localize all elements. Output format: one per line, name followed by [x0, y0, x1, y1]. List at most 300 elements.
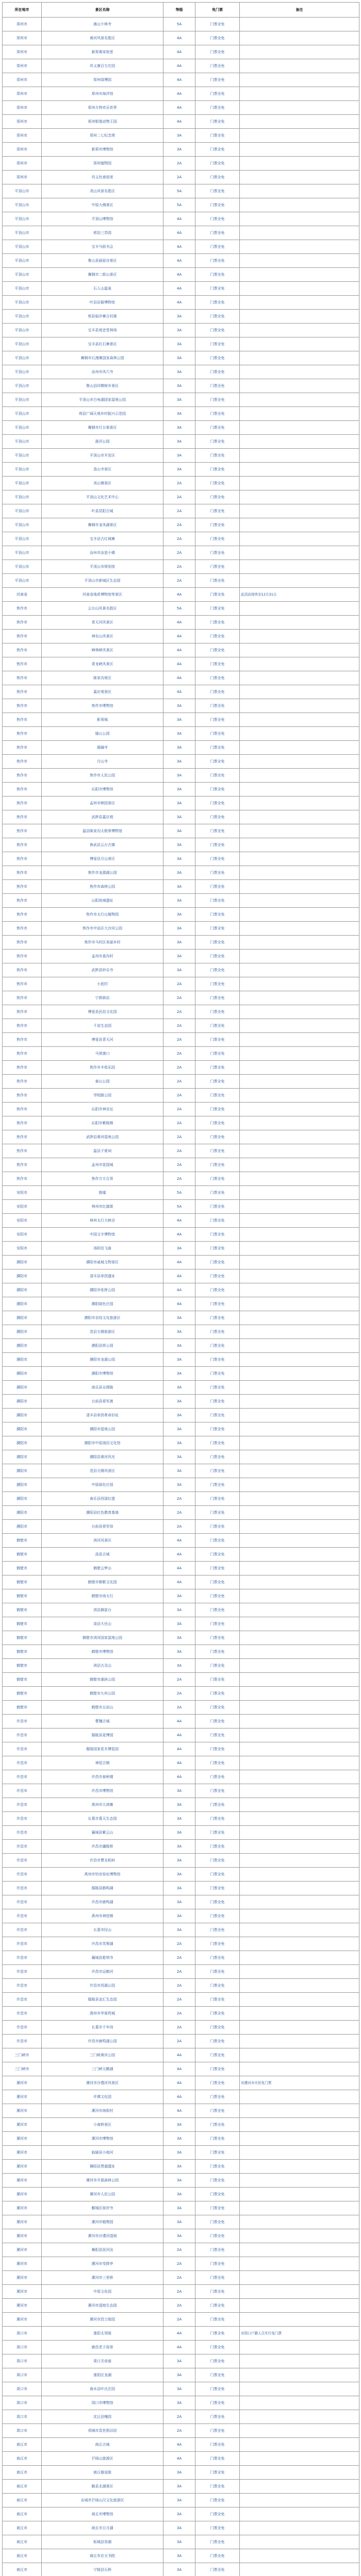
cell-note [240, 435, 359, 449]
cell-name: 焦作市森林公园 [42, 880, 163, 894]
cell-name: 漯河市受降亭 [42, 2257, 163, 2271]
table-row [3, 435, 359, 449]
table-row [3, 1965, 359, 1979]
cell-grade: 3A [163, 824, 195, 838]
cell-grade: 3A [163, 699, 195, 713]
cell-name: 新郑市博物馆 [42, 143, 163, 157]
cell-name: 长葛市千年岗 [42, 2021, 163, 2035]
cell-ticket: 门票全免 [195, 2048, 240, 2062]
cell-grade: 2A [163, 574, 195, 588]
table-row [3, 1436, 359, 1450]
cell-grade: 4A [163, 254, 195, 268]
cell-city: 郑州市 [3, 45, 42, 59]
cell-ticket: 门票全免 [195, 657, 240, 671]
cell-grade: 2A [163, 1075, 195, 1089]
cell-city: 安阳市 [3, 1200, 42, 1214]
cell-name: 博爱县月山景区 [42, 852, 163, 866]
cell-name: 禹州市钧官窑址博物馆 [42, 1868, 163, 1882]
table-row [3, 1311, 359, 1325]
cell-name: 禹州市神垕镇 [42, 1909, 163, 1923]
table-row [3, 1228, 359, 1242]
header-ticket: 免门票 [195, 3, 240, 18]
cell-city: 漯河市 [3, 2160, 42, 2174]
cell-grade: 4A [163, 1214, 195, 1228]
cell-name: 沁阳市紫陵镇 [42, 1116, 163, 1130]
table-row [3, 157, 359, 171]
cell-ticket: 门票全免 [195, 2132, 240, 2146]
cell-city: 许昌市 [3, 1840, 42, 1854]
cell-note [240, 1562, 359, 1575]
cell-grade: 4A [163, 657, 195, 671]
table-row [3, 2215, 359, 2229]
cell-name: 商丘市应天书院 [42, 2549, 163, 2563]
table-row [3, 254, 359, 268]
cell-ticket: 门票全免 [195, 2021, 240, 2035]
cell-city: 焦作市 [3, 894, 42, 908]
cell-ticket: 门票全免 [195, 685, 240, 699]
cell-grade: 2A [163, 2313, 195, 2327]
cell-note [240, 2062, 359, 2076]
cell-note [240, 490, 359, 504]
cell-city: 许昌市 [3, 1798, 42, 1812]
cell-note [240, 685, 359, 699]
cell-name: 中原绿色庄园 [42, 1478, 163, 1492]
cell-grade: 3A [163, 1478, 195, 1492]
cell-note [240, 1158, 359, 1172]
cell-ticket: 门票全免 [195, 1144, 240, 1158]
cell-note [240, 1019, 359, 1033]
table-row [3, 337, 359, 351]
cell-grade: 2A [163, 1019, 195, 1033]
cell-name: 鄢陵县鹤鸣湖 [42, 1882, 163, 1895]
cell-ticket: 门票全免 [195, 727, 240, 741]
cell-ticket: 门票全免 [195, 18, 240, 31]
table-row [3, 184, 359, 198]
cell-grade: 3A [163, 365, 195, 379]
table-row [3, 2507, 359, 2521]
cell-name: 孟州市花园城 [42, 1158, 163, 1172]
cell-grade: 5A [163, 602, 195, 616]
table-row [3, 2424, 359, 2438]
cell-city: 平顶山市 [3, 393, 42, 407]
cell-grade: 2A [163, 1520, 195, 1534]
cell-ticket: 门票全免 [195, 1116, 240, 1130]
cell-grade: 3A [163, 2382, 195, 2396]
cell-ticket: 门票全免 [195, 560, 240, 574]
cell-name: 范县毛楼旅游区 [42, 1325, 163, 1339]
cell-name: 月山寺 [42, 755, 163, 769]
cell-ticket: 门票全免 [195, 1673, 240, 1687]
cell-city: 濮阳市 [3, 1395, 42, 1409]
cell-city: 焦作市 [3, 1172, 42, 1186]
cell-grade: 3A [163, 1409, 195, 1422]
cell-name: 鄢陵县金汇生态园 [42, 1993, 163, 2007]
cell-city: 焦作市 [3, 1144, 42, 1158]
cell-grade: 4A [163, 643, 195, 657]
cell-ticket: 门票全免 [195, 1325, 240, 1339]
cell-note [240, 504, 359, 518]
cell-grade: 2A [163, 1937, 195, 1951]
cell-city: 安阳市 [3, 1228, 42, 1242]
table-row [3, 574, 359, 588]
cell-grade: 4A [163, 2341, 195, 2354]
cell-city: 许昌市 [3, 1993, 42, 2007]
cell-grade: 3A [163, 1895, 195, 1909]
cell-note [240, 1409, 359, 1422]
cell-city: 焦作市 [3, 824, 42, 838]
cell-city: 许昌市 [3, 1826, 42, 1840]
cell-ticket: 门票全免 [195, 2243, 240, 2257]
cell-grade: 3A [163, 1659, 195, 1673]
table-row [3, 2410, 359, 2424]
cell-grade: 2A [163, 1492, 195, 1506]
cell-city: 鹤壁市 [3, 1687, 42, 1701]
table-row [3, 685, 359, 699]
cell-grade: 2A [163, 1033, 195, 1047]
cell-city: 焦作市 [3, 866, 42, 880]
cell-grade: 3A [163, 880, 195, 894]
cell-city: 许昌市 [3, 2021, 42, 2035]
cell-name: 宁郭驿站 [42, 991, 163, 1005]
cell-name: 神农山风景区 [42, 630, 163, 643]
cell-name: 永城市芒砀山汉文化旅游区 [42, 2494, 163, 2507]
cell-name: 青天河风景区 [42, 616, 163, 630]
table-row [3, 2146, 359, 2160]
table-row [3, 796, 359, 810]
table-row [3, 2257, 359, 2271]
cell-city: 焦作市 [3, 880, 42, 894]
cell-city: 许昌市 [3, 1784, 42, 1798]
cell-grade: 3A [163, 963, 195, 977]
cell-grade: 4A [163, 588, 195, 602]
cell-name: 孟州市韩园景区 [42, 796, 163, 810]
cell-ticket: 门票全免 [195, 574, 240, 588]
cell-name: 焦作市博物馆 [42, 699, 163, 713]
cell-grade: 4A [163, 1742, 195, 1756]
cell-city: 焦作市 [3, 796, 42, 810]
cell-name: 叶县县衙博物馆 [42, 296, 163, 310]
cell-name: 鲁山县四棵树乡景区 [42, 379, 163, 393]
cell-city: 许昌市 [3, 1965, 42, 1979]
cell-city: 郑州市 [3, 101, 42, 115]
cell-name: 周口关帝庙 [42, 2354, 163, 2368]
table-row [3, 1395, 359, 1409]
cell-city: 焦作市 [3, 922, 42, 936]
cell-city: 许昌市 [3, 1756, 42, 1770]
cell-grade: 3A [163, 449, 195, 463]
cell-grade: 3A [163, 783, 195, 796]
cell-name: 石人山温泉 [42, 282, 163, 296]
cell-grade: 4A [163, 87, 195, 101]
cell-grade: 4A [163, 73, 195, 87]
cell-ticket: 门票全免 [195, 337, 240, 351]
cell-name: 范县毛楼风景区 [42, 1464, 163, 1478]
cell-ticket: 门票全免 [195, 477, 240, 490]
cell-note [240, 2007, 359, 2021]
table-row [3, 922, 359, 936]
cell-city: 焦作市 [3, 657, 42, 671]
table-row [3, 1242, 359, 1256]
cell-city: 漯河市 [3, 2215, 42, 2229]
cell-city: 漯河市 [3, 2132, 42, 2146]
table-row [3, 31, 359, 45]
cell-name: 沁阳市神农坛 [42, 1103, 163, 1116]
cell-note [240, 2035, 359, 2048]
table-row [3, 783, 359, 796]
cell-ticket: 门票全免 [195, 1478, 240, 1492]
cell-city: 商丘市 [3, 2521, 42, 2535]
cell-city: 焦作市 [3, 1158, 42, 1172]
cell-ticket: 门票全免 [195, 198, 240, 212]
cell-grade: 3A [163, 922, 195, 936]
cell-city: 鹤壁市 [3, 1575, 42, 1589]
cell-name: 叶县昆阳古城 [42, 504, 163, 518]
cell-name: 修武县云台古镇 [42, 838, 163, 852]
cell-name: 黄河风景名胜区 [42, 31, 163, 45]
table-row [3, 45, 359, 59]
table-row [3, 2368, 359, 2382]
cell-ticket: 门票全免 [195, 2354, 240, 2368]
cell-name: 鹤壁市湖滨公园 [42, 1673, 163, 1687]
cell-city: 许昌市 [3, 1923, 42, 1937]
cell-ticket: 门票全免 [195, 1659, 240, 1673]
cell-city: 平顶山市 [3, 560, 42, 574]
cell-name: 学院路公园 [42, 1089, 163, 1103]
table-row [3, 2201, 359, 2215]
cell-ticket: 门票全免 [195, 2229, 240, 2243]
cell-name: 尧山镇景区 [42, 477, 163, 490]
cell-note [240, 1506, 359, 1520]
cell-grade: 3A [163, 1339, 195, 1353]
table-row [3, 588, 359, 602]
cell-city: 平顶山市 [3, 324, 42, 337]
cell-ticket: 门票全免 [195, 2257, 240, 2271]
cell-note [240, 2215, 359, 2229]
cell-note [240, 936, 359, 950]
table-row [3, 490, 359, 504]
cell-note [240, 2243, 359, 2257]
table-row [3, 171, 359, 184]
table-row [3, 630, 359, 643]
cell-name: 中原大佛景区 [42, 198, 163, 212]
cell-grade: 4A [163, 2438, 195, 2452]
cell-name: 漯河市烈士陵园 [42, 2313, 163, 2327]
cell-note [240, 963, 359, 977]
cell-grade: 3A [163, 1311, 195, 1325]
table-row [3, 1520, 359, 1534]
table-row [3, 212, 359, 226]
cell-note [240, 713, 359, 727]
cell-city: 平顶山市 [3, 546, 42, 560]
cell-city: 焦作市 [3, 713, 42, 727]
cell-ticket: 门票全免 [195, 1687, 240, 1701]
cell-grade: 3A [163, 129, 195, 143]
cell-ticket: 门票全免 [195, 977, 240, 991]
cell-city: 焦作市 [3, 602, 42, 616]
cell-note [240, 1075, 359, 1089]
cell-note [240, 838, 359, 852]
cell-name: 温县子夏祠 [42, 1144, 163, 1158]
cell-name: 巩义康百万庄园 [42, 59, 163, 73]
cell-note [240, 1909, 359, 1923]
cell-grade: 3A [163, 2201, 195, 2215]
cell-ticket: 门票全免 [195, 407, 240, 421]
cell-ticket: 门票全免 [195, 963, 240, 977]
table-row [3, 977, 359, 991]
cell-ticket: 门票全免 [195, 2535, 240, 2549]
cell-note [240, 2188, 359, 2201]
cell-ticket: 门票全免 [195, 546, 240, 560]
cell-name: 神垕古镇 [42, 1756, 163, 1770]
table-row [3, 282, 359, 296]
table-row [3, 101, 359, 115]
table-row [3, 894, 359, 908]
cell-note [240, 2118, 359, 2132]
cell-name: 缝山公园 [42, 727, 163, 741]
cell-ticket: 门票全免 [195, 518, 240, 532]
cell-note [240, 518, 359, 532]
cell-ticket: 门票全免 [195, 351, 240, 365]
cell-grade: 4A [163, 212, 195, 226]
cell-ticket: 门票全免 [195, 282, 240, 296]
cell-ticket: 门票全免 [195, 1937, 240, 1951]
cell-name: 漯河市南街村 [42, 2104, 163, 2118]
cell-city: 郑州市 [3, 59, 42, 73]
cell-name: 漯河市湿地生态园 [42, 2299, 163, 2313]
cell-ticket: 门票全免 [195, 2076, 240, 2090]
cell-name: 宝丰县古红城寨 [42, 532, 163, 546]
cell-grade: 2A [163, 1687, 195, 1701]
cell-note [240, 1575, 359, 1589]
cell-name: 淇县摘星台 [42, 1603, 163, 1617]
table-row [3, 852, 359, 866]
cell-grade: 3A [163, 407, 195, 421]
cell-name: 平顶山博物馆 [42, 212, 163, 226]
cell-note [240, 1436, 359, 1450]
cell-city: 商丘市 [3, 2438, 42, 2452]
cell-city: 焦作市 [3, 950, 42, 963]
cell-ticket: 门票全免 [195, 1409, 240, 1422]
cell-ticket: 门票全免 [195, 1103, 240, 1116]
cell-name: 焦作万方百货 [42, 1172, 163, 1186]
cell-name: 濮阳市张挥公园 [42, 1283, 163, 1297]
cell-note [240, 2466, 359, 2480]
table-row [3, 1506, 359, 1520]
cell-ticket: 门票全免 [195, 2521, 240, 2535]
cell-note [240, 560, 359, 574]
cell-ticket: 门票全免 [195, 1422, 240, 1436]
table-row [3, 1631, 359, 1645]
cell-grade: 3A [163, 1367, 195, 1381]
cell-ticket: 门票全免 [195, 1812, 240, 1826]
cell-ticket: 门票全免 [195, 922, 240, 936]
cell-city: 许昌市 [3, 1937, 42, 1951]
cell-city: 鹤壁市 [3, 1589, 42, 1603]
cell-city: 平顶山市 [3, 226, 42, 240]
cell-city: 平顶山市 [3, 310, 42, 324]
cell-grade: 5A [163, 18, 195, 31]
cell-city: 焦作市 [3, 1047, 42, 1061]
cell-note [240, 1033, 359, 1047]
cell-ticket: 门票全免 [195, 1562, 240, 1575]
cell-city: 平顶山市 [3, 532, 42, 546]
cell-name: 许昌市运粮河 [42, 1965, 163, 1979]
cell-name: 鹤壁市博物馆 [42, 1645, 163, 1659]
cell-note [240, 2021, 359, 2035]
cell-name: 濮阳市中原油田文化馆 [42, 1436, 163, 1450]
table-row [3, 936, 359, 950]
cell-note [240, 908, 359, 922]
table-row [3, 1269, 359, 1283]
cell-note [240, 602, 359, 616]
cell-city: 焦作市 [3, 1089, 42, 1103]
cell-name: 孟州市莫沟村 [42, 950, 163, 963]
cell-city: 濮阳市 [3, 1325, 42, 1339]
table-row [3, 1534, 359, 1548]
cell-note [240, 1214, 359, 1228]
cell-grade: 3A [163, 1631, 195, 1645]
cell-ticket: 门票全免 [195, 463, 240, 477]
cell-city: 鹤壁市 [3, 1548, 42, 1562]
table-row [3, 1882, 359, 1895]
cell-grade: 4A [163, 2062, 195, 2076]
cell-name: 鹿邑老子故里 [42, 2341, 163, 2354]
cell-grade: 4A [163, 1534, 195, 1548]
cell-note [240, 1548, 359, 1562]
cell-ticket: 门票全免 [195, 1589, 240, 1603]
cell-name: 禹州市华夏药城 [42, 2007, 163, 2021]
cell-name: 郑州绿博园 [42, 73, 163, 87]
cell-note [240, 171, 359, 184]
cell-city: 许昌市 [3, 1909, 42, 1923]
table-row [3, 504, 359, 518]
table-row [3, 2521, 359, 2535]
cell-note [240, 2229, 359, 2243]
cell-name: 淮阳太昊陵 [42, 2327, 163, 2341]
cell-city: 许昌市 [3, 2007, 42, 2021]
cell-note: 对漯河市市民免门票 [240, 2076, 359, 2090]
cell-ticket: 门票全免 [195, 1381, 240, 1395]
table-row [3, 1770, 359, 1784]
cell-ticket: 门票全免 [195, 1993, 240, 2007]
table-row [3, 880, 359, 894]
cell-grade: 2A [163, 560, 195, 574]
cell-city: 焦作市 [3, 741, 42, 755]
table-row [3, 2535, 359, 2549]
cell-name: 淇河风景区 [42, 1534, 163, 1548]
cell-grade: 3A [163, 393, 195, 407]
cell-ticket: 门票全免 [195, 184, 240, 198]
cell-name: 陈家沟景区 [42, 671, 163, 685]
cell-note [240, 2354, 359, 2368]
cell-ticket: 门票全免 [195, 2299, 240, 2313]
table-row [3, 1256, 359, 1269]
cell-city: 郑州市 [3, 18, 42, 31]
table-row [3, 602, 359, 616]
cell-note [240, 950, 359, 963]
cell-note [240, 1325, 359, 1339]
cell-name: 睢县北湖景区 [42, 2480, 163, 2494]
cell-ticket: 门票全免 [195, 1130, 240, 1144]
cell-note [240, 31, 359, 45]
cell-note [240, 1297, 359, 1311]
table-row [3, 18, 359, 31]
cell-city: 濮阳市 [3, 1506, 42, 1520]
cell-note [240, 2285, 359, 2299]
cell-note [240, 2341, 359, 2354]
cell-ticket: 门票全免 [195, 1798, 240, 1812]
table-row [3, 1450, 359, 1464]
